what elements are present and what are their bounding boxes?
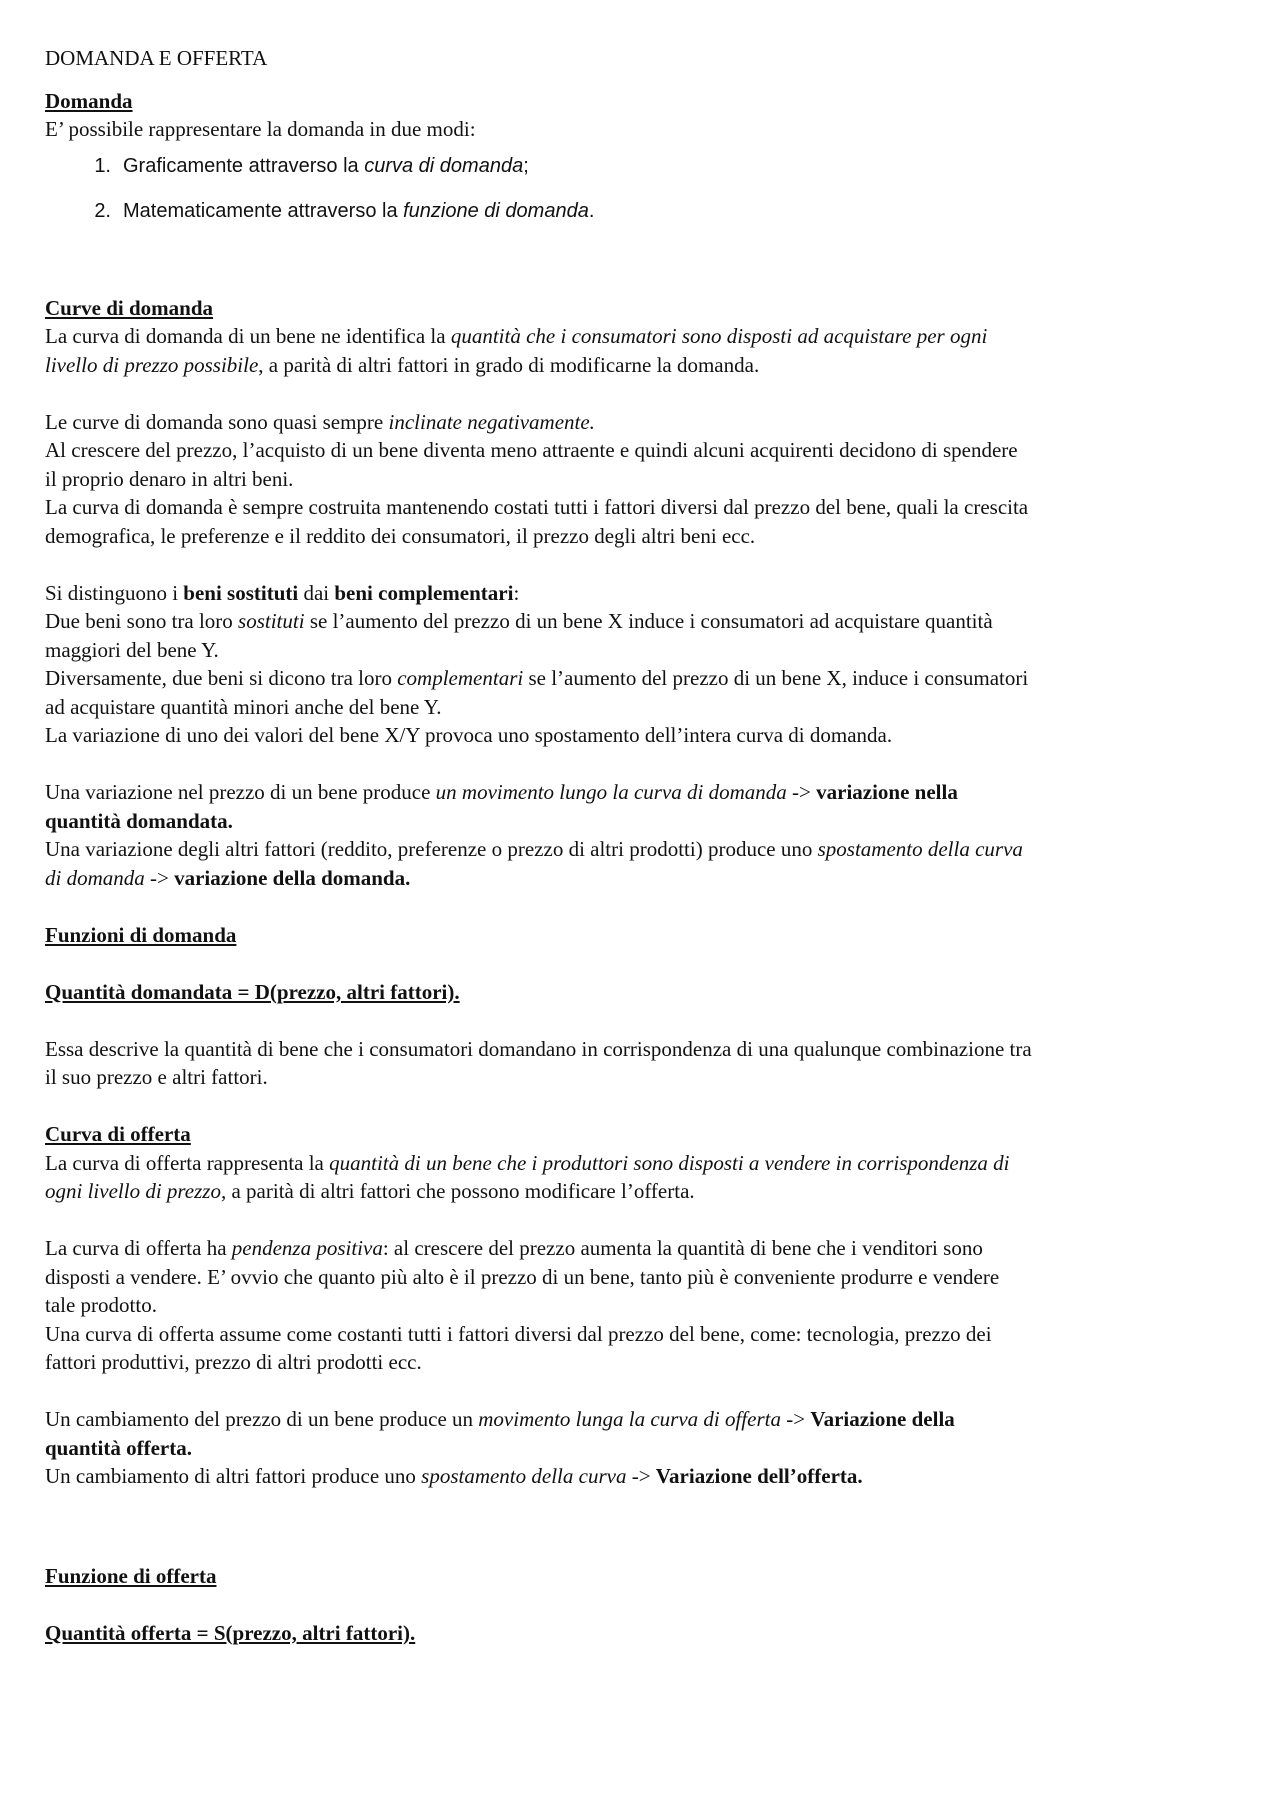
paragraph-line: Una variazione nel prezzo di un bene produce un movimento lungo la curva di domanda -> variazione nella [45, 780, 958, 804]
list-number: 2. [94, 199, 111, 222]
paragraph-line: quantità domandata. [45, 808, 233, 833]
formula-offerta: Quantità offerta = S(prezzo, altri fattori). [45, 1620, 416, 1645]
heading-domanda: Domanda [45, 88, 133, 113]
document-page [45, 44, 1175, 1647]
list-punct: . [588, 199, 595, 222]
heading-funzione-offerta: Funzione di offerta [45, 1563, 217, 1588]
paragraph-line: Si distinguono i beni sostituti dai beni complementari: [45, 580, 520, 605]
document-title: DOMANDA E OFFERTA [45, 46, 268, 70]
paragraph-line: disposti a vendere. E’ ovvio che quanto più alto è il prezzo di un bene, tanto più è conveniente produrre e vendere [45, 1264, 1000, 1289]
paragraph-line: demografica, le preferenze e il reddito dei consumatori, il prezzo degli altri beni ecc. [45, 523, 756, 548]
paragraph-line: maggiori del bene Y. [45, 637, 219, 662]
list-text: Matematicamente attraverso la [123, 199, 404, 222]
list-punct: ; [523, 154, 529, 177]
paragraph-line: tale prodotto. [45, 1293, 157, 1317]
paragraph-line: Al crescere del prezzo, l’acquisto di un bene diventa meno attraente e quindi alcuni acquirenti decidono di spendere [45, 438, 1018, 462]
list-item [45, 152, 1175, 197]
paragraph-line: Una curva di offerta assume come costanti tutti i fattori diversi dal prezzo del bene, come: tecnologia, prezzo dei [45, 1321, 992, 1346]
paragraph-line: La curva di domanda di un bene ne identifica la quantità che i consumatori sono disposti ad acquistare per ogni [45, 324, 988, 348]
paragraph-line: Una variazione degli altri fattori (reddito, preferenze o prezzo di altri prodotti) produce uno spostamento della curva [45, 837, 1023, 861]
heading-curve-domanda: Curve di domanda [45, 295, 214, 320]
paragraph-line: La curva di offerta rappresenta la quantità di un bene che i produttori sono disposti a vendere in corrispondenza di [45, 1150, 1010, 1175]
paragraph-line: La variazione di uno dei valori del bene X/Y provoca uno spostamento dell’intera curva di domanda. [45, 723, 893, 747]
paragraph-line: Un cambiamento del prezzo di un bene produce un movimento lunga la curva di offerta -> Variazione della [45, 1407, 955, 1431]
heading-funzioni-domanda: Funzioni di domanda [45, 922, 237, 947]
paragraph-line: di domanda -> variazione della domanda. [45, 865, 411, 890]
paragraph-line: il proprio denaro in altri beni. [45, 466, 294, 491]
paragraph-line: La curva di offerta ha pendenza positiva: al crescere del prezzo aumenta la quantità di bene che i venditori sono [45, 1236, 983, 1260]
paragraph-line: il suo prezzo e altri fattori. [45, 1065, 268, 1089]
paragraph-line: Due beni sono tra loro sostituti se l’aumento del prezzo di un bene X induce i consumatori ad acquistare quantità [45, 609, 993, 633]
paragraph-line: ad acquistare quantità minori anche del bene Y. [45, 694, 442, 719]
heading-curva-offerta: Curva di offerta [45, 1122, 191, 1146]
paragraph-line: livello di prezzo possibile, a parità di altri fattori in grado di modificarne la domanda. [45, 352, 760, 377]
list-text: Graficamente attraverso la [123, 154, 365, 177]
paragraph-line: Un cambiamento di altri fattori produce uno spostamento della curva -> Variazione dell’offerta. [45, 1464, 863, 1488]
list-emphasis: funzione di domanda [403, 199, 589, 222]
list-number: 1. [94, 154, 111, 177]
paragraph-line: ogni livello di prezzo, a parità di altri fattori che possono modificare l’offerta. [45, 1179, 695, 1203]
list-item [45, 197, 1175, 242]
paragraph-line: La curva di domanda è sempre costruita mantenendo costati tutti i fattori diversi dal prezzo del bene, quali la crescita [45, 495, 1029, 519]
list-emphasis: curva di domanda [364, 154, 524, 177]
paragraph-line: Le curve di domanda sono quasi sempre inclinate negativamente. [45, 409, 595, 434]
domanda-intro: E’ possibile rappresentare la domanda in due modi: [45, 117, 476, 141]
domanda-list [45, 152, 1175, 242]
paragraph-line: fattori produttivi, prezzo di altri prodotti ecc. [45, 1350, 422, 1374]
paragraph-line: Diversamente, due beni si dicono tra loro complementari se l’aumento del prezzo di un bene X, induce i consumatori [45, 666, 1029, 690]
formula-domanda: Quantità domandata = D(prezzo, altri fattori). [45, 979, 460, 1004]
paragraph-line: Essa descrive la quantità di bene che i consumatori domandano in corrispondenza di una qualunque combinazione tra [45, 1036, 1032, 1061]
paragraph-line: quantità offerta. [45, 1435, 192, 1460]
